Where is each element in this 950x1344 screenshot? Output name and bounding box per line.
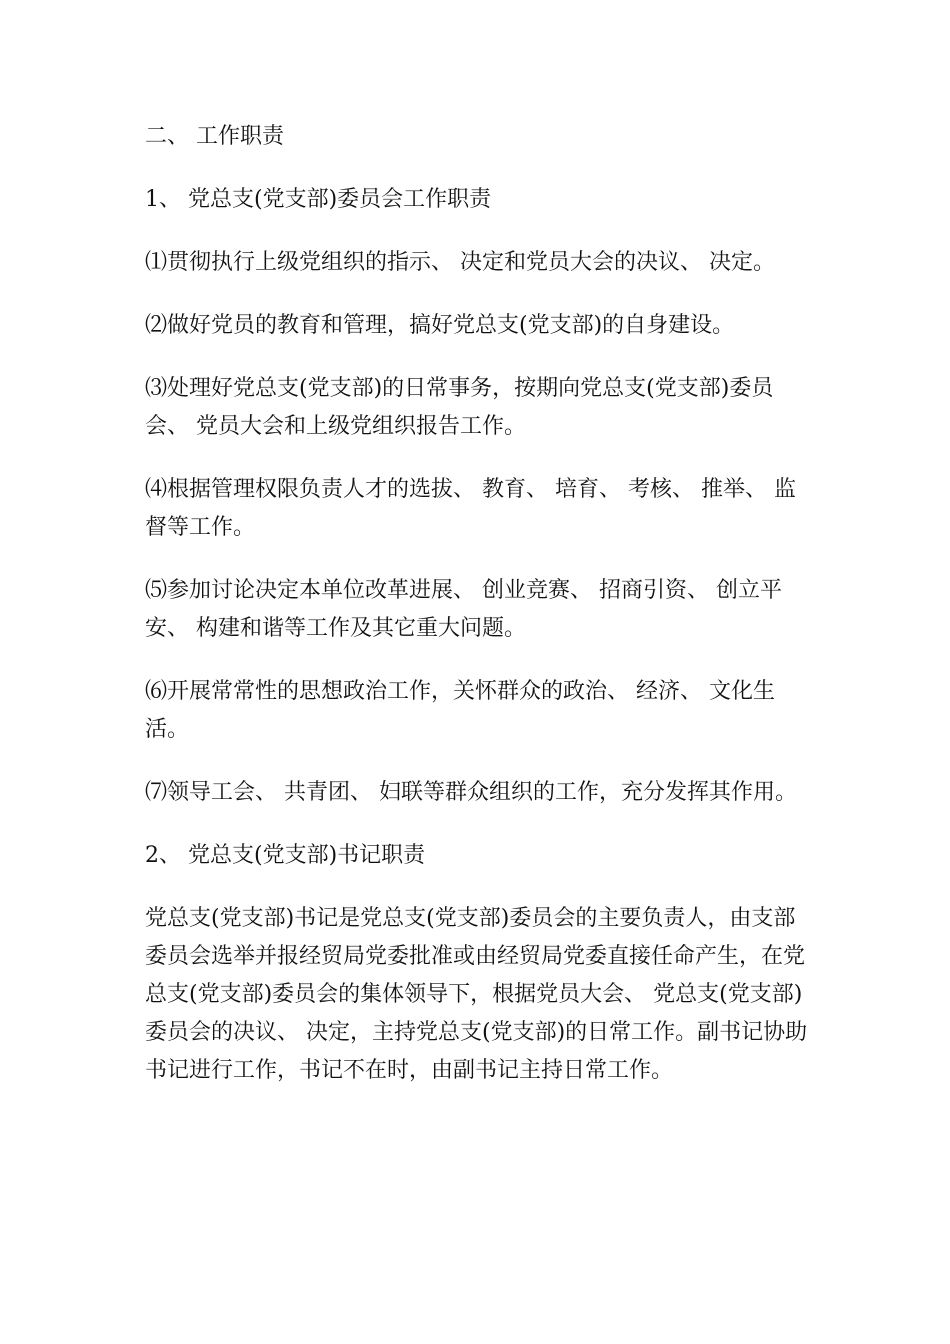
duty-item-6: ⑹开展常常性的思想政治工作，关怀群众的政治、 经济、 文化生活。 bbox=[145, 679, 775, 742]
duty-item-1: ⑴贯彻执行上级党组织的指示、 决定和党员大会的决议、 决定。 bbox=[145, 250, 775, 275]
subsection-heading-committee: 1、 党总支(党支部)委员会工作职责 bbox=[145, 187, 492, 212]
duty-item-5: ⑸参加讨论决定本单位改革进展、 创业竞赛、 招商引资、 创立平安、 构建和谐等工作及其它重大问题。 bbox=[145, 578, 782, 641]
document-body bbox=[145, 118, 810, 1115]
subsection-heading-secretary: 2、 党总支(党支部)书记职责 bbox=[145, 843, 426, 868]
duty-item-2: ⑵做好党员的教育和管理，搞好党总支(党支部)的自身建设。 bbox=[145, 313, 735, 338]
duty-item-3: ⑶处理好党总支(党支部)的日常事务，按期向党总支(党支部)委员会、 党员大会和上级党组织报告工作。 bbox=[145, 376, 774, 439]
secretary-duty-paragraph: 党总支(党支部)书记是党总支(党支部)委员会的主要负责人，由支部委员会选举并报经贸局党委批准或由经贸局党委直接任命产生，在党总支(党支部)委员会的集体领导下，根据党员大会、 党总支(党支部)委员会的决议、 决定，主持党总支(党支部)的日常工作。副书记协助书记进行工作，书记不在时，由副书记主持日常工作。 bbox=[145, 906, 808, 1083]
section-heading: 二、 工作职责 bbox=[145, 124, 284, 149]
duty-item-4: ⑷根据管理权限负责人才的选拔、 教育、 培育、 考核、 推举、 监督等工作。 bbox=[145, 477, 796, 540]
duty-item-7: ⑺领导工会、 共青团、 妇联等群众组织的工作，充分发挥其作用。 bbox=[145, 780, 797, 805]
